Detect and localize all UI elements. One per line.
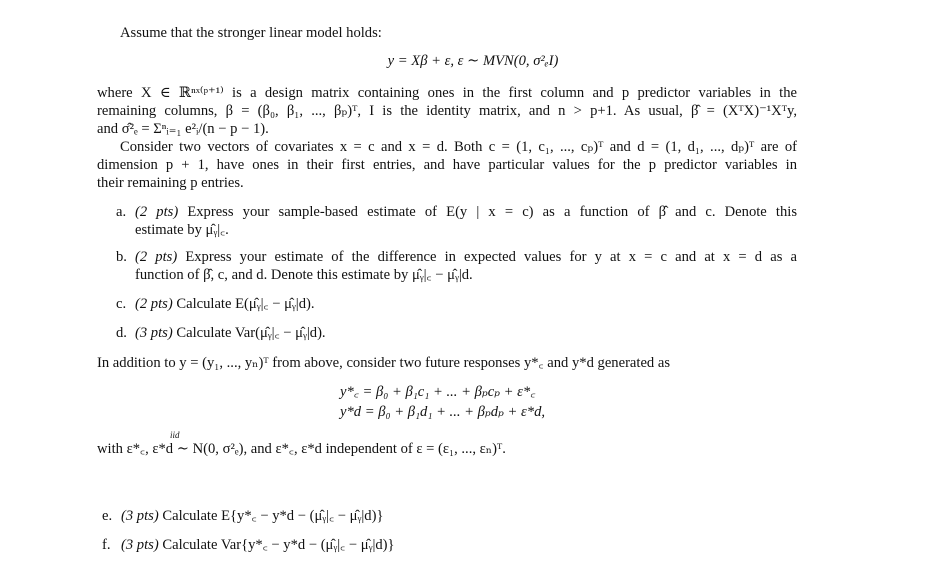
item-a-line-2: estimate by μ̂ᵧ|꜀.	[135, 222, 229, 238]
para2-line-2: dimension p + 1, have ones in their first entries, and have particular values for the p predictor variables in	[97, 157, 797, 173]
item-a-text-1: Express your sample-based estimate of E(y | x = c) as a function of β̂ and c. Denote this	[187, 204, 797, 220]
para1-line-2: remaining columns, β = (β₀, β₁, ..., βₚ)ᵀ, I is the identity matrix, and n > p+1. As usual, β̂ = (XᵀX)⁻¹Xᵀy,	[97, 103, 797, 119]
item-e-pts: (3 pts)	[121, 508, 159, 524]
model-equation: y = Xβ + ε, ε ∼ MVN(0, σ²ₑI)	[387, 53, 559, 69]
para2-line-3: their remaining p entries.	[97, 175, 244, 191]
item-b-text-1: Express your estimate of the difference in expected values for y at x = c and at x = d as a	[185, 249, 797, 265]
item-f-label: f.	[102, 537, 111, 553]
item-c-pts: (2 pts)	[135, 296, 173, 312]
item-f-text: Calculate Var{y*꜀ − y*d − (μ̂ᵧ|꜀ − μ̂ᵧ|d)}	[162, 537, 395, 553]
item-a-pts: (2 pts)	[135, 204, 179, 220]
item-f-line	[121, 536, 395, 554]
para4-text: with ε*꜀, ε*d ∼ N(0, σ²ₑ), and ε*꜀, ε*d independent of ε = (ε₁, ..., εₙ)ᵀ.	[97, 441, 506, 457]
item-c-label: c.	[116, 296, 127, 312]
item-d-text-1: Calculate Var(μ̂ᵧ|꜀ − μ̂ᵧ|d).	[176, 325, 326, 341]
item-b-pts: (2 pts)	[135, 249, 178, 265]
item-c-line-1	[135, 295, 315, 313]
item-d-line-1	[135, 324, 326, 342]
item-c-text-1: Calculate E(μ̂ᵧ|꜀ − μ̂ᵧ|d).	[176, 296, 315, 312]
iid-mark: iid	[170, 430, 180, 440]
intro-text: Assume that the stronger linear model holds:	[120, 25, 382, 41]
item-d-label: d.	[116, 325, 127, 341]
item-e-label: e.	[102, 508, 113, 524]
future-eq-d: y*d = β₀ + β₁d₁ + ... + βₚdₚ + ε*d,	[340, 404, 546, 420]
item-e-text: Calculate E{y*꜀ − y*d − (μ̂ᵧ|꜀ − μ̂ᵧ|d)}	[162, 508, 384, 524]
item-d-pts: (3 pts)	[135, 325, 173, 341]
item-b-label: b.	[116, 249, 127, 265]
item-a-label: a.	[116, 204, 127, 220]
para1-line-3: and σ̂²ₑ = Σⁿᵢ₌₁ e²ᵢ/(n − p − 1).	[97, 121, 269, 137]
item-f-pts: (3 pts)	[121, 537, 159, 553]
item-b-line-2: function of β̂, c, and d. Denote this estimate by μ̂ᵧ|꜀ − μ̂ᵧ|d.	[135, 267, 473, 283]
para1-line-1: where X ∈ ℝⁿˣ⁽ᵖ⁺¹⁾ is a design matrix containing ones in the first column and p predictor variables in the	[97, 85, 797, 101]
future-eq-c: y*꜀ = β₀ + β₁c₁ + ... + βₚcₚ + ε*꜀	[340, 384, 536, 400]
item-a-line-1	[135, 203, 797, 221]
para2-line-1: Consider two vectors of covariates x = c and x = d. Both c = (1, c₁, ..., cₚ)ᵀ and d = (1, d₁, ..., dₚ)ᵀ are of	[120, 139, 797, 155]
para3-text: In addition to y = (y₁, ..., yₙ)ᵀ from above, consider two future responses y*꜀ and y*d generated as	[97, 355, 671, 371]
item-e-line	[121, 507, 383, 525]
item-b-line-1	[135, 248, 797, 266]
